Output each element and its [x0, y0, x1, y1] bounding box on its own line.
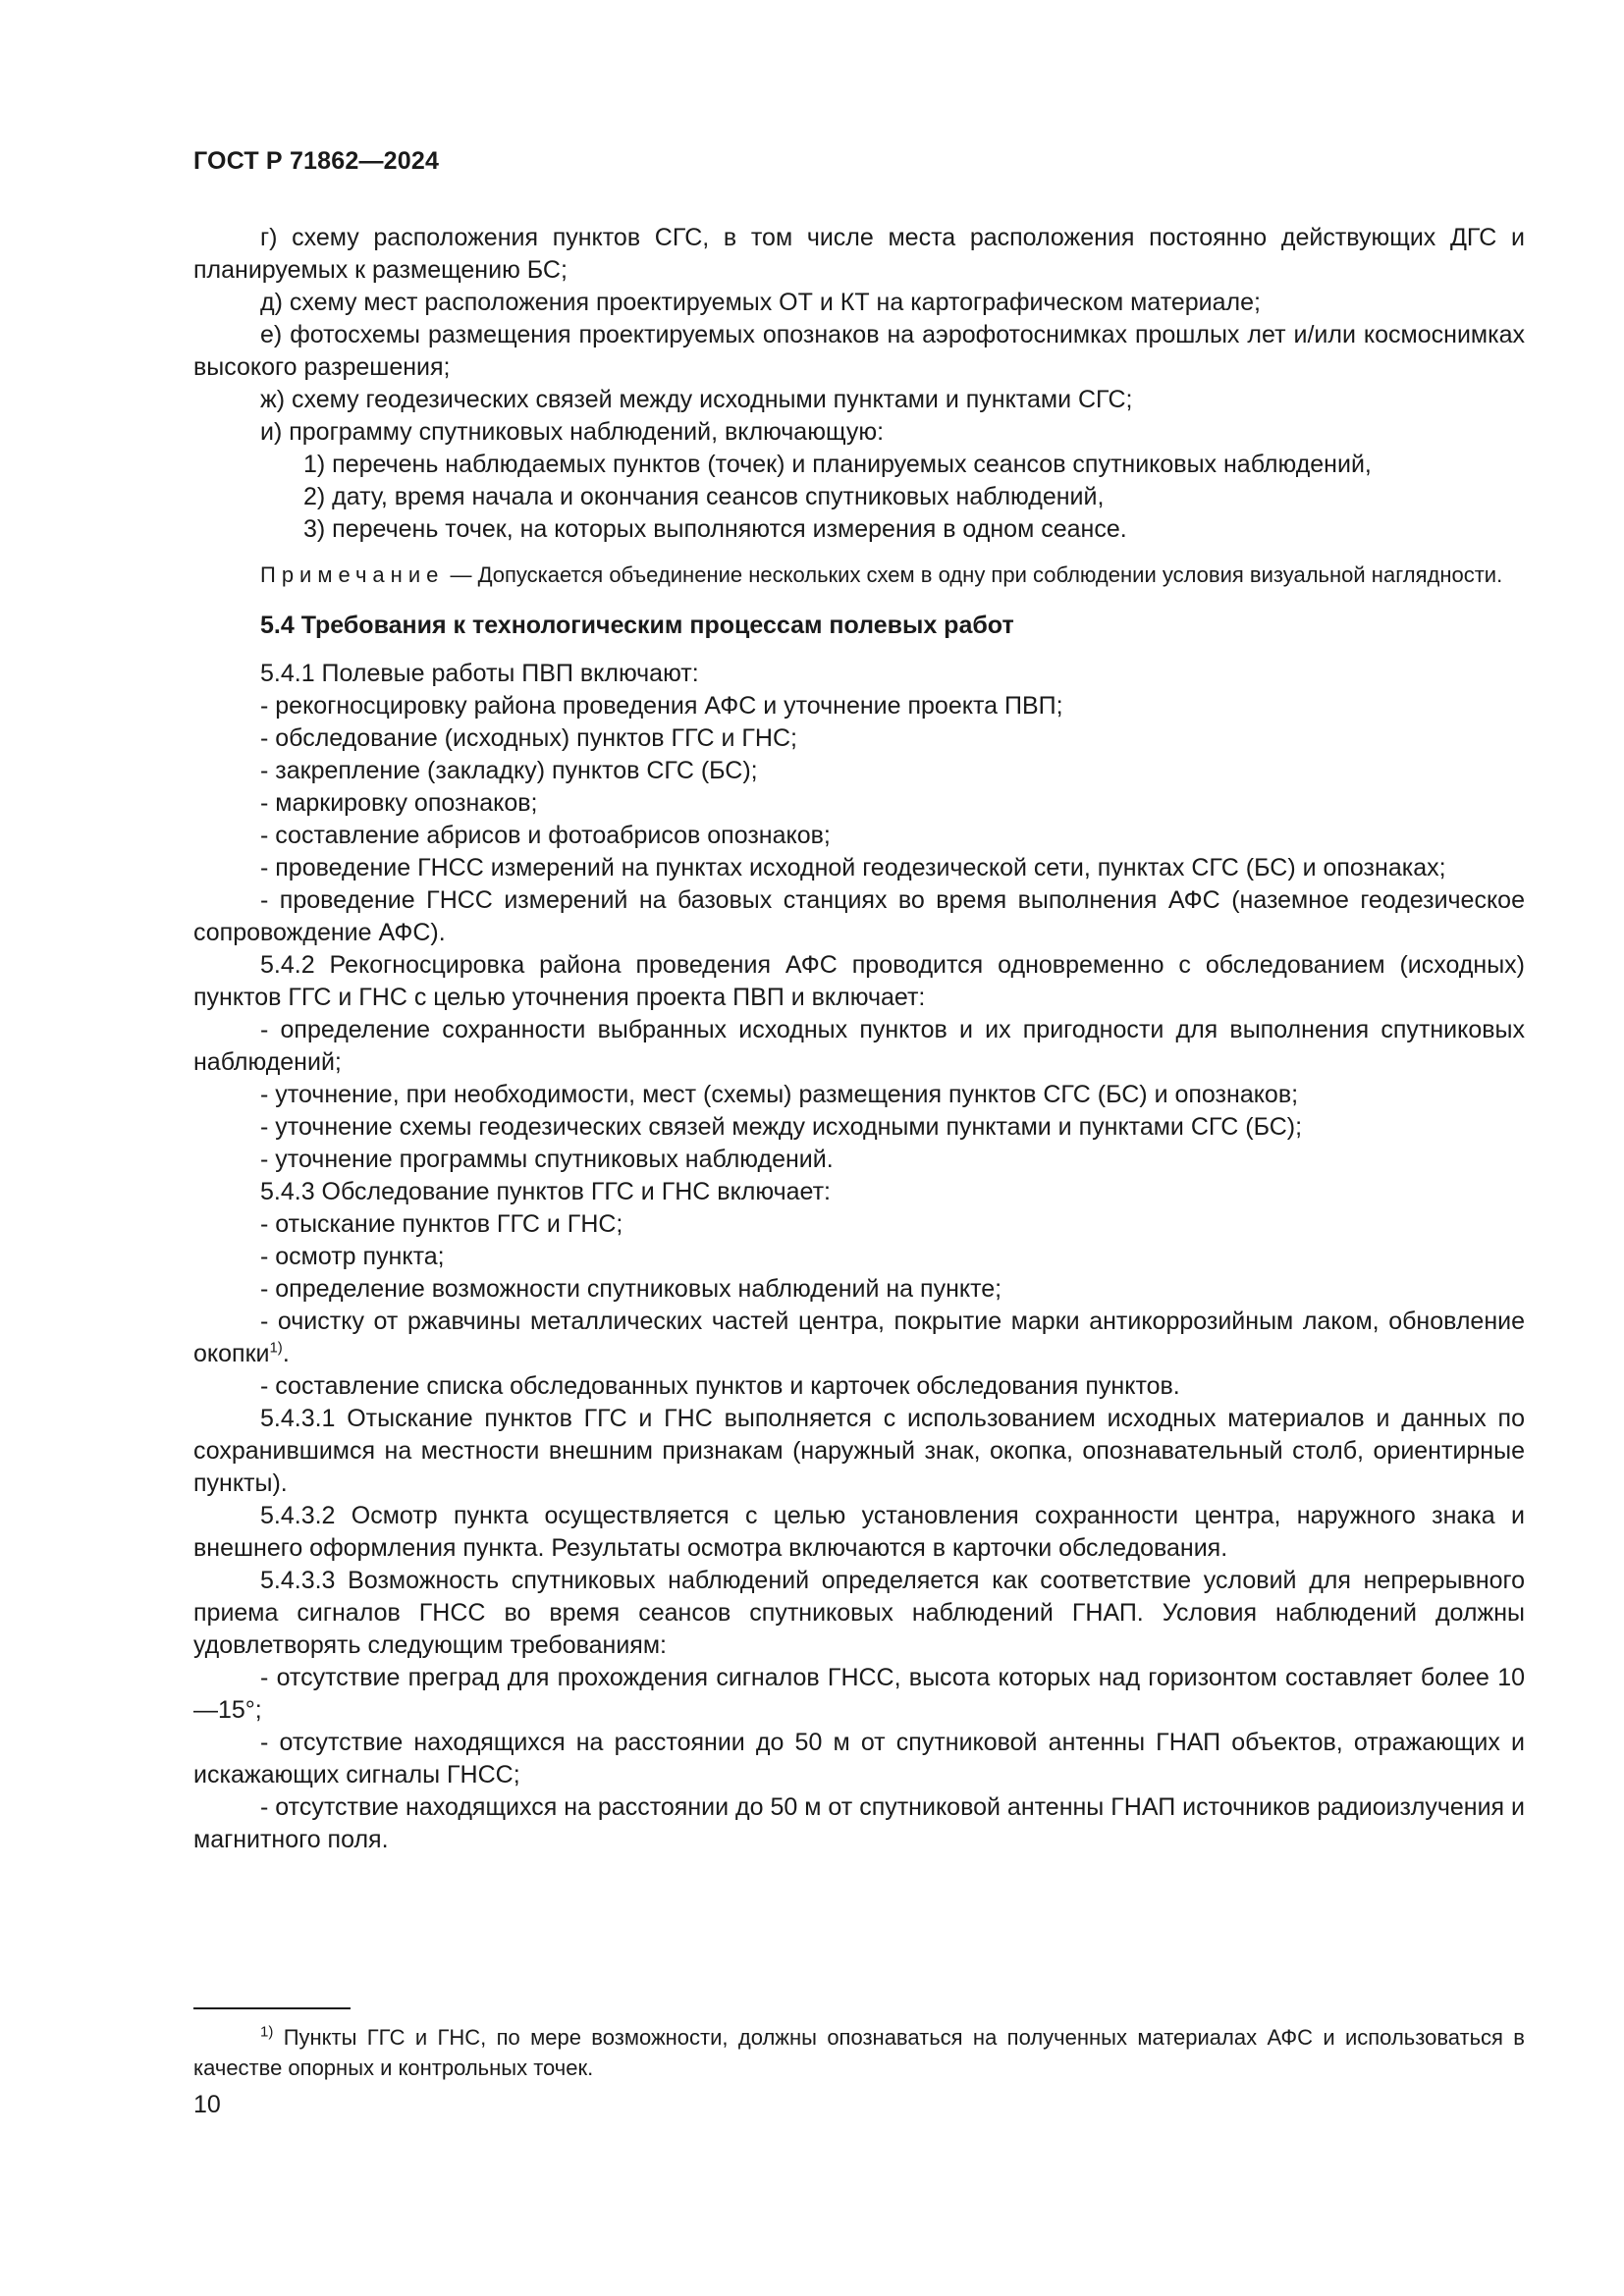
footnote-mark: 1): [260, 2023, 274, 2041]
list-item: - отсутствие преград для прохождения сигналов ГНСС, высота которых над горизонтом составляет более 10—15°;: [193, 1664, 1525, 1724]
paragraph-5-4-3-3: 5.4.3.3 Возможность спутниковых наблюдений определяется как соответствие условий для непрерывного приема сигналов ГНСС во время сеансов спутниковых наблюдений ГНАП. Условия наблюдений должны удовлетворять следующим требованиям:: [193, 1567, 1525, 1659]
sub-list-item: 1) перечень наблюдаемых пунктов (точек) и планируемых сеансов спутниковых наблюдений,: [303, 451, 1372, 478]
list-item: - проведение ГНСС измерений на базовых станциях во время выполнения АФС (наземное геодезическое сопровождение АФС).: [193, 886, 1525, 946]
list-item: - уточнение программы спутниковых наблюдений.: [260, 1146, 834, 1173]
list-item: - обследование (исходных) пунктов ГГС и ГНС;: [260, 724, 797, 752]
list-item: и) программу спутниковых наблюдений, включающую:: [260, 418, 885, 446]
list-item: - отсутствие находящихся на расстоянии до 50 м от спутниковой антенны ГНАП объектов, отражающих и искажающих сигналы ГНСС;: [193, 1729, 1525, 1789]
list-item: - отыскание пунктов ГГС и ГНС;: [260, 1210, 623, 1238]
list-item: е) фотосхемы размещения проектируемых опознаков на аэрофотоснимках прошлых лет и/или космоснимках высокого разрешения;: [193, 321, 1525, 381]
list-item: - проведение ГНСС измерений на пунктах исходной геодезической сети, пунктах СГС (БС) и опознаках;: [260, 854, 1446, 881]
note-text: — Допускается объединение нескольких схем в одну при соблюдении условия визуальной наглядности.: [444, 562, 1503, 587]
document-id-header: ГОСТ Р 71862—2024: [193, 147, 440, 175]
paragraph-5-4-1: 5.4.1 Полевые работы ПВП включают:: [260, 660, 699, 687]
list-item: - составление абрисов и фотоабрисов опознаков;: [260, 822, 831, 849]
sub-list-item: 3) перечень точек, на которых выполняются измерения в одном сеансе.: [303, 515, 1127, 543]
list-item: - составление списка обследованных пунктов и карточек обследования пунктов.: [260, 1372, 1180, 1400]
list-item: ж) схему геодезических связей между исходными пунктами и пунктами СГС;: [260, 386, 1133, 413]
paragraph-5-4-2: 5.4.2 Рекогносцировка района проведения АФС проводится одновременно с обследованием (исходных) пунктов ГГС и ГНС с целью уточнения проекта ПВП и включает:: [193, 951, 1525, 1011]
list-item: - закрепление (закладку) пунктов СГС (БС);: [260, 757, 758, 784]
list-item: - определение возможности спутниковых наблюдений на пункте;: [260, 1275, 1002, 1303]
list-item: - осмотр пункта;: [260, 1243, 445, 1270]
list-item: - рекогносцировку района проведения АФС и уточнение проекта ПВП;: [260, 692, 1063, 720]
paragraph-5-4-3-1: 5.4.3.1 Отыскание пунктов ГГС и ГНС выполняется с использованием исходных материалов и данных по сохранившимся на местности внешним признакам (наружный знак, окопка, опознавательный столб, ориентирные пункты).: [193, 1405, 1525, 1497]
footnote: [193, 2022, 1525, 2083]
footnote-reference[interactable]: 1): [269, 1339, 283, 1357]
list-item: - определение сохранности выбранных исходных пунктов и их пригодности для выполнения спутниковых наблюдений;: [193, 1016, 1525, 1076]
list-item: - отсутствие находящихся на расстоянии до 50 м от спутниковой антенны ГНАП источников радиоизлучения и магнитного поля.: [193, 1793, 1525, 1853]
paragraph-5-4-3-2: 5.4.3.2 Осмотр пункта осуществляется с целью установления сохранности центра, наружного знака и внешнего оформления пункта. Результаты осмотра включаются в карточки обследования.: [193, 1502, 1525, 1562]
sub-list-item: 2) дату, время начала и окончания сеансов спутниковых наблюдений,: [303, 483, 1105, 510]
list-item: - уточнение схемы геодезических связей между исходными пунктами и пунктами СГС (БС);: [260, 1113, 1303, 1141]
note: [193, 560, 1525, 590]
list-item-text: - очистку от ржавчины металлических частей центра, покрытие марки антикоррозийным лаком, обновление окопки: [193, 1308, 1525, 1367]
list-item: г) схему расположения пунктов СГС, в том числе места расположения постоянно действующих ДГС и планируемых к размещению БС;: [193, 224, 1525, 284]
page-number: 10: [193, 2091, 221, 2118]
list-item-end: .: [282, 1340, 290, 1367]
list-item: д) схему мест расположения проектируемых ОТ и КТ на картографическом материале;: [260, 289, 1261, 316]
section-heading: 5.4 Требования к технологическим процессам полевых работ: [260, 612, 1014, 639]
footnote-divider: [193, 2007, 351, 2009]
paragraph-5-4-3: 5.4.3 Обследование пунктов ГГС и ГНС включает:: [260, 1178, 831, 1205]
note-label: Примечание: [260, 562, 445, 587]
footnote-text: Пункты ГГС и ГНС, по мере возможности, должны опознаваться на полученных материалах АФС и использоваться в качестве опорных и контрольных точек.: [193, 2025, 1525, 2080]
list-item: - маркировку опознаков;: [260, 789, 538, 817]
list-item: [193, 1306, 1525, 1370]
page-body: [193, 222, 1525, 1856]
list-item: - уточнение, при необходимости, мест (схемы) размещения пунктов СГС (БС) и опознаков;: [260, 1081, 1299, 1108]
